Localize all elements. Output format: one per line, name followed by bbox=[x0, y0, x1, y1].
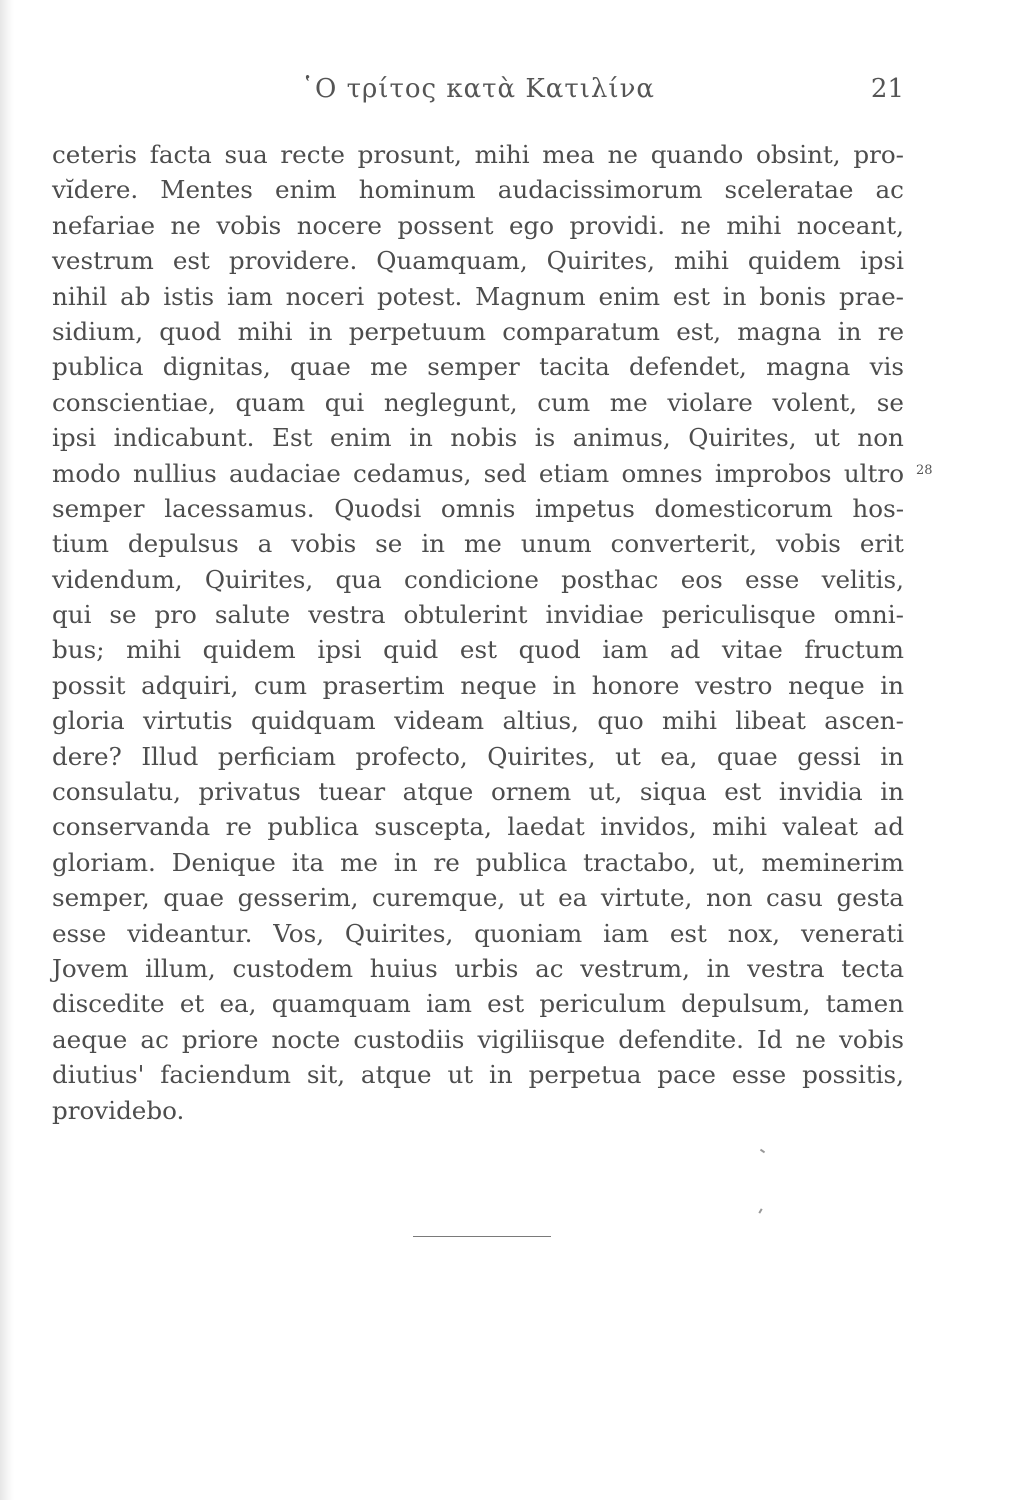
text-line: providebo. bbox=[52, 1095, 185, 1125]
text-line: consulatu, privatus tuear atque ornem ut, siqua est invidia in bbox=[52, 777, 904, 807]
text-line: diutius' faciendum sit, atque ut in perpetua pace esse possitis, bbox=[52, 1060, 904, 1090]
text-line: tium depulsus a vobis se in me unum converterit, vobis erit bbox=[52, 529, 904, 559]
text-line: Jovem illum, custodem huius urbis ac vestrum, in vestra tecta bbox=[52, 953, 904, 983]
text-line: vĭdere. Mentes enim hominum audacissimorum sceleratae ac bbox=[52, 175, 904, 205]
text-line: semper, quae gesserim, curemque, ut ea virtute, non casu gesta bbox=[52, 883, 904, 913]
text-line: modo nullius audaciae cedamus, sed etiam omnes improbos ultro bbox=[52, 458, 904, 488]
text-line: publica dignitas, quae me semper tacita defendet, magna vis bbox=[52, 352, 904, 382]
running-header bbox=[52, 74, 904, 108]
text-line: sidium, quod mihi in perpetuum comparatum est, magna in re bbox=[52, 316, 904, 346]
text-line: conservanda re publica suscepta, laedat invidos, mihi valeat ad bbox=[52, 812, 904, 842]
print-speck bbox=[760, 1149, 765, 1154]
section-margin-number: 28 bbox=[916, 463, 933, 478]
text-line: qui se pro salute vestra obtulerint invidiae periculisque omni- bbox=[52, 600, 904, 630]
text-line: dere? Illud perficiam profecto, Quirites, ut ea, quae gessi in bbox=[52, 741, 904, 771]
text-line: conscientiae, quam qui neglegunt, cum me violare volent, se bbox=[52, 387, 904, 417]
body-text bbox=[52, 140, 904, 1131]
text-line: discedite et ea, quamquam iam est periculum depulsum, tamen bbox=[52, 989, 904, 1019]
text-line: bus; mihi quidem ipsi quid est quod iam ad vitae fructum bbox=[52, 635, 904, 665]
text-line: possit adquiri, cum prasertim neque in honore vestro neque in bbox=[52, 670, 904, 700]
text-line: nefariae ne vobis nocere possent ego providi. ne mihi noceant, bbox=[52, 210, 904, 240]
text-line: videndum, Quirites, qua condicione posthac eos esse velitis, bbox=[52, 564, 904, 594]
text-line: aeque ac priore nocte custodiis vigiliisque defendite. Id ne vobis bbox=[52, 1024, 904, 1054]
page-number: 21 bbox=[870, 74, 904, 104]
text-line: vestrum est providere. Quamquam, Quirites, mihi quidem ipsi bbox=[52, 246, 904, 276]
print-speck bbox=[758, 1208, 762, 1213]
text-line: ipsi indicabunt. Est enim in nobis is animus, Quirites, ut non bbox=[52, 423, 904, 453]
text-line: gloria virtutis quidquam videam altius, quo mihi libeat ascen- bbox=[52, 706, 904, 736]
text-line: ceteris facta sua recte prosunt, mihi mea ne quando obsint, pro- bbox=[52, 140, 904, 169]
text-line: esse videantur. Vos, Quirites, quoniam iam est nox, venerati bbox=[52, 918, 904, 948]
page-gutter-shadow bbox=[0, 0, 14, 1500]
end-rule bbox=[413, 1236, 551, 1237]
text-line: semper lacessamus. Quodsi omnis impetus domesticorum hos- bbox=[52, 493, 904, 523]
text-line: nihil ab istis iam noceri potest. Magnum enim est in bonis prae- bbox=[52, 281, 904, 311]
text-line: gloriam. Denique ita me in re publica tractabo, ut, meminerim bbox=[52, 847, 904, 877]
running-title: ῾Ο τρίτος κατὰ Κατιλίνα bbox=[301, 74, 655, 104]
